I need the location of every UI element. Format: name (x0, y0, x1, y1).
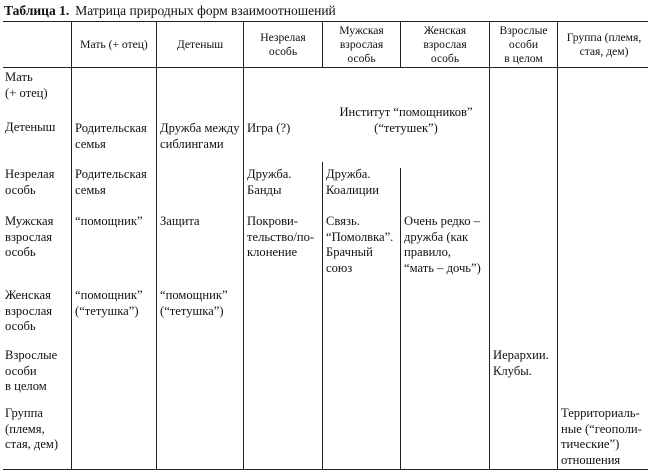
table-caption-title: Матрица природных форм взаимоотношений (75, 3, 336, 18)
column-header-adults-overall: Взрослые особи в целом (499, 24, 548, 65)
row-header-mother: Мать (+ отец) (5, 70, 48, 100)
cell-female-mother: “помощник” (“тетушка”) (75, 288, 143, 318)
row-header-group: Группа (племя, стая, дем) (5, 406, 59, 451)
row-header-cub: Детеныш (5, 120, 56, 134)
table-bottom-rule (3, 469, 648, 470)
cell-male-immature: Покрови- тельство/по- клонение (247, 214, 315, 259)
column-divider-7 (557, 21, 558, 469)
column-header-cub: Детеныш (176, 38, 224, 51)
row-header-adult-male: Мужская взрослая особь (5, 214, 54, 259)
column-divider-2 (156, 21, 157, 469)
cell-immature-immature: Дружба. Банды (247, 167, 292, 197)
cell-male-mother: “помощник” (75, 214, 143, 228)
cell-female-cub: “помощник” (“тетушка”) (160, 288, 228, 318)
column-header-mother: Мать (+ отец) (80, 38, 148, 51)
cell-group-group: Территориаль- ные (“геопoли- тические”) отношения (561, 406, 642, 467)
cell-adults-adults: Иерархии. Клубы. (493, 348, 549, 378)
row-header-immature: Незрелая особь (5, 167, 55, 197)
table-top-rule (3, 21, 648, 22)
column-header-adult-female: Женская взрослая особь (423, 24, 467, 65)
table-caption-label: Таблица 1. (4, 3, 70, 18)
column-header-group: Группа (племя, стая, дем) (566, 31, 642, 58)
cell-cub-helpers-institute: Институт “помощников” (“тетушек”) (339, 105, 473, 135)
column-divider-6 (489, 21, 490, 469)
column-header-adult-male: Мужская взрослая особь (339, 24, 384, 65)
column-divider-1 (71, 21, 72, 469)
column-divider-3 (243, 21, 244, 469)
cell-cub-cub: Дружба между сиблингами (160, 121, 240, 151)
cell-male-adult-female: Очень редко – дружба (как правило, “мать – дочь”) (404, 214, 481, 275)
column-divider-5b (400, 168, 401, 469)
cell-cub-mother: Родительская семья (75, 121, 147, 151)
cell-cub-immature: Игра (?) (247, 121, 291, 135)
column-header-immature: Незрелая особь (260, 31, 306, 58)
row-header-adults-overall: Взрослые особи в целом (5, 348, 58, 393)
column-divider-4b (322, 162, 323, 469)
row-header-adult-female: Женская взрослая особь (5, 288, 53, 333)
cell-immature-adult-male: Дружба. Коалиции (326, 167, 380, 197)
cell-male-adult-male: Связь. “Помолвка”. Брачный союз (326, 214, 394, 275)
header-bottom-rule (3, 67, 648, 68)
cell-immature-mother: Родительская семья (75, 167, 147, 197)
cell-male-cub: Защита (160, 214, 200, 228)
